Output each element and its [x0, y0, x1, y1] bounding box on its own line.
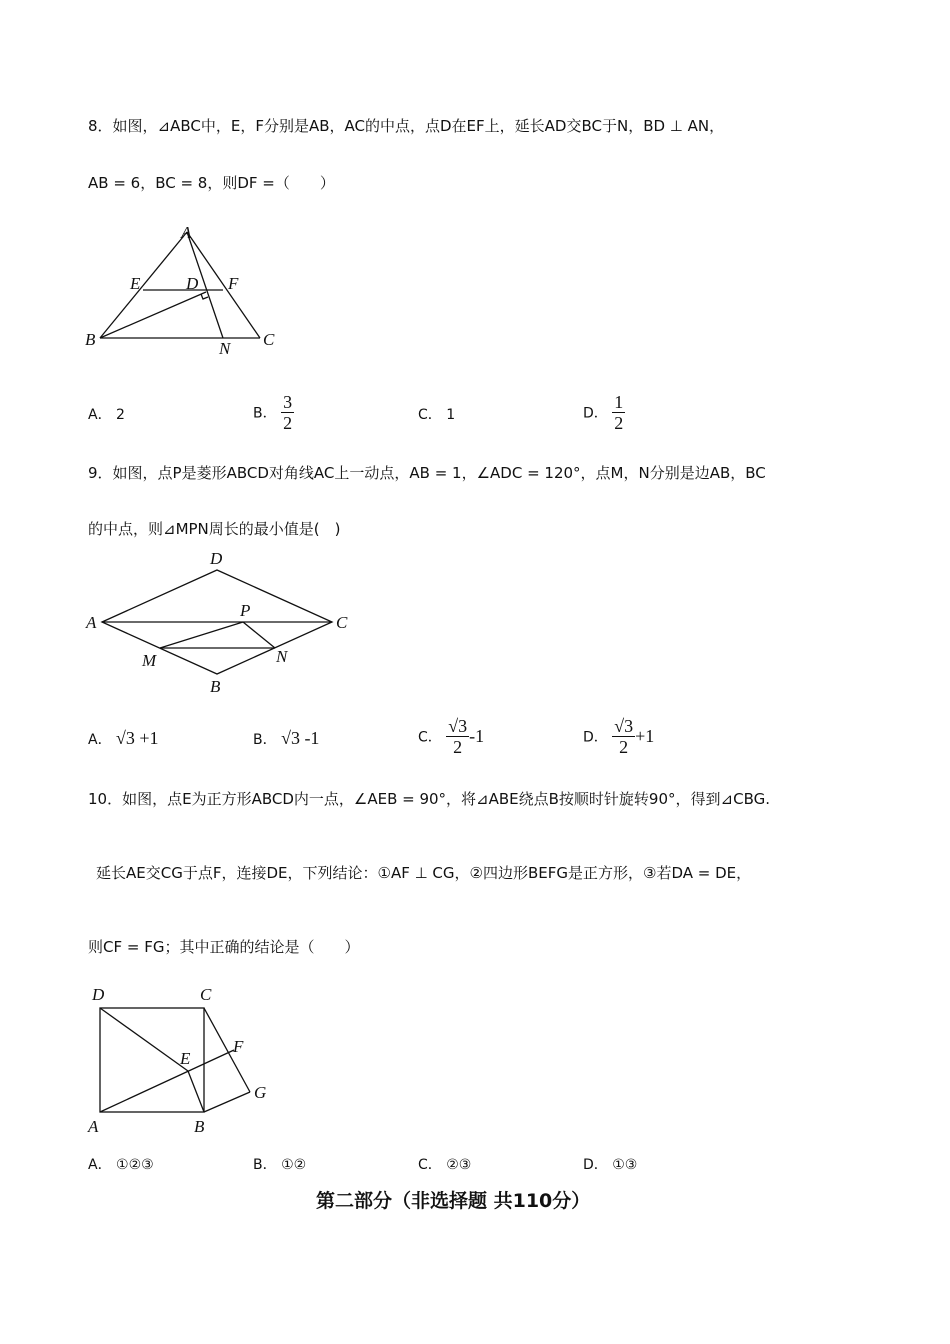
- q8-label-c: C: [263, 330, 275, 349]
- q10-label-c: C: [200, 985, 212, 1004]
- q10-label-d: D: [92, 985, 105, 1004]
- q8-stem-line1: 8．如图，⊿ABC中，E，F分别是AB，AC的中点，点D在EF上，延长AD交BC于N，BD ⊥ AN，: [88, 117, 725, 135]
- q10-figure: [80, 980, 280, 1140]
- q8-option-b[interactable]: B． $\frac{3}{2}$: [253, 392, 293, 433]
- q9-label-d: D: [210, 549, 223, 568]
- q9-option-b[interactable]: B． √3 -1: [253, 728, 320, 748]
- q9-option-d[interactable]: D． $\frac{√3}{2}$ +1: [583, 716, 655, 757]
- q10-seg-af: [100, 1050, 234, 1112]
- q9-label-p: P: [240, 601, 251, 620]
- q8-option-a[interactable]: A． 2: [88, 407, 125, 423]
- q8-right-angle: [201, 294, 208, 299]
- q8-label-n: N: [219, 339, 231, 358]
- q10-stem-line1: 10．如图，点E为正方形ABCD内一点，∠AEB = 90°，将⊿ABE绕点B按顺时针旋转90°，得到⊿CBG.: [88, 790, 770, 808]
- q9-stem-line1: 9．如图，点P是菱形ABCD对角线AC上一动点，AB = 1，∠ADC = 120°，点M，N分别是边AB，BC: [88, 464, 766, 482]
- q8-label-d: D: [186, 274, 199, 293]
- q10-seg-eb: [188, 1071, 204, 1112]
- q9-seg-pn: [243, 622, 275, 648]
- q8-option-d[interactable]: D． $\frac{1}{2}$: [583, 392, 624, 433]
- q10-stem-line2: 延长AE交CG于点F，连接DE，下列结论：①AF ⊥ CG，②四边形BEFG是正方形，③若DA = DE，: [96, 864, 752, 882]
- q9-stem-line2: 的中点，则⊿MPN周长的最小值是( ): [88, 520, 341, 538]
- section-title: 第二部分（非选择题 共110分）: [316, 1190, 591, 1212]
- q8-seg-bd: [100, 292, 206, 338]
- q9-label-m: M: [142, 651, 157, 670]
- q10-seg-de: [100, 1008, 188, 1071]
- q9-label-c: C: [336, 613, 348, 632]
- q9-label-n: N: [276, 647, 288, 666]
- q9-option-c[interactable]: C． $\frac{√3}{2}$ -1: [418, 716, 485, 757]
- q10-label-f: F: [233, 1037, 244, 1056]
- q8-option-c[interactable]: C． 1: [418, 407, 456, 423]
- q8-figure: [80, 222, 290, 362]
- q10-label-g: G: [254, 1083, 267, 1102]
- q10-option-a[interactable]: A． ①②③: [88, 1157, 154, 1173]
- q10-seg-bg: [204, 1092, 250, 1112]
- q9-label-a: A: [86, 613, 97, 632]
- q10-option-d[interactable]: D． ①③: [583, 1157, 638, 1173]
- q10-option-c[interactable]: C． ②③: [418, 1157, 472, 1173]
- q8-label-a: A: [181, 223, 192, 242]
- q8-label-f: F: [228, 274, 239, 293]
- q8-label-e: E: [130, 274, 141, 293]
- q10-label-a: A: [88, 1117, 99, 1136]
- q9-seg-mp: [160, 622, 243, 648]
- q10-option-b[interactable]: B． ①②: [253, 1157, 307, 1173]
- q8-seg-ab: [100, 232, 187, 338]
- q9-label-b: B: [210, 677, 221, 696]
- q10-label-e: E: [180, 1049, 191, 1068]
- q9-figure: [80, 546, 370, 696]
- q8-label-b: B: [85, 330, 96, 349]
- q10-stem-line3: 则CF = FG；其中正确的结论是（ ）: [88, 938, 360, 956]
- q10-label-b: B: [194, 1117, 205, 1136]
- q8-stem-line2: AB = 6，BC = 8，则DF =（ ）: [88, 174, 335, 192]
- q9-option-a[interactable]: A． √3 +1: [88, 728, 159, 748]
